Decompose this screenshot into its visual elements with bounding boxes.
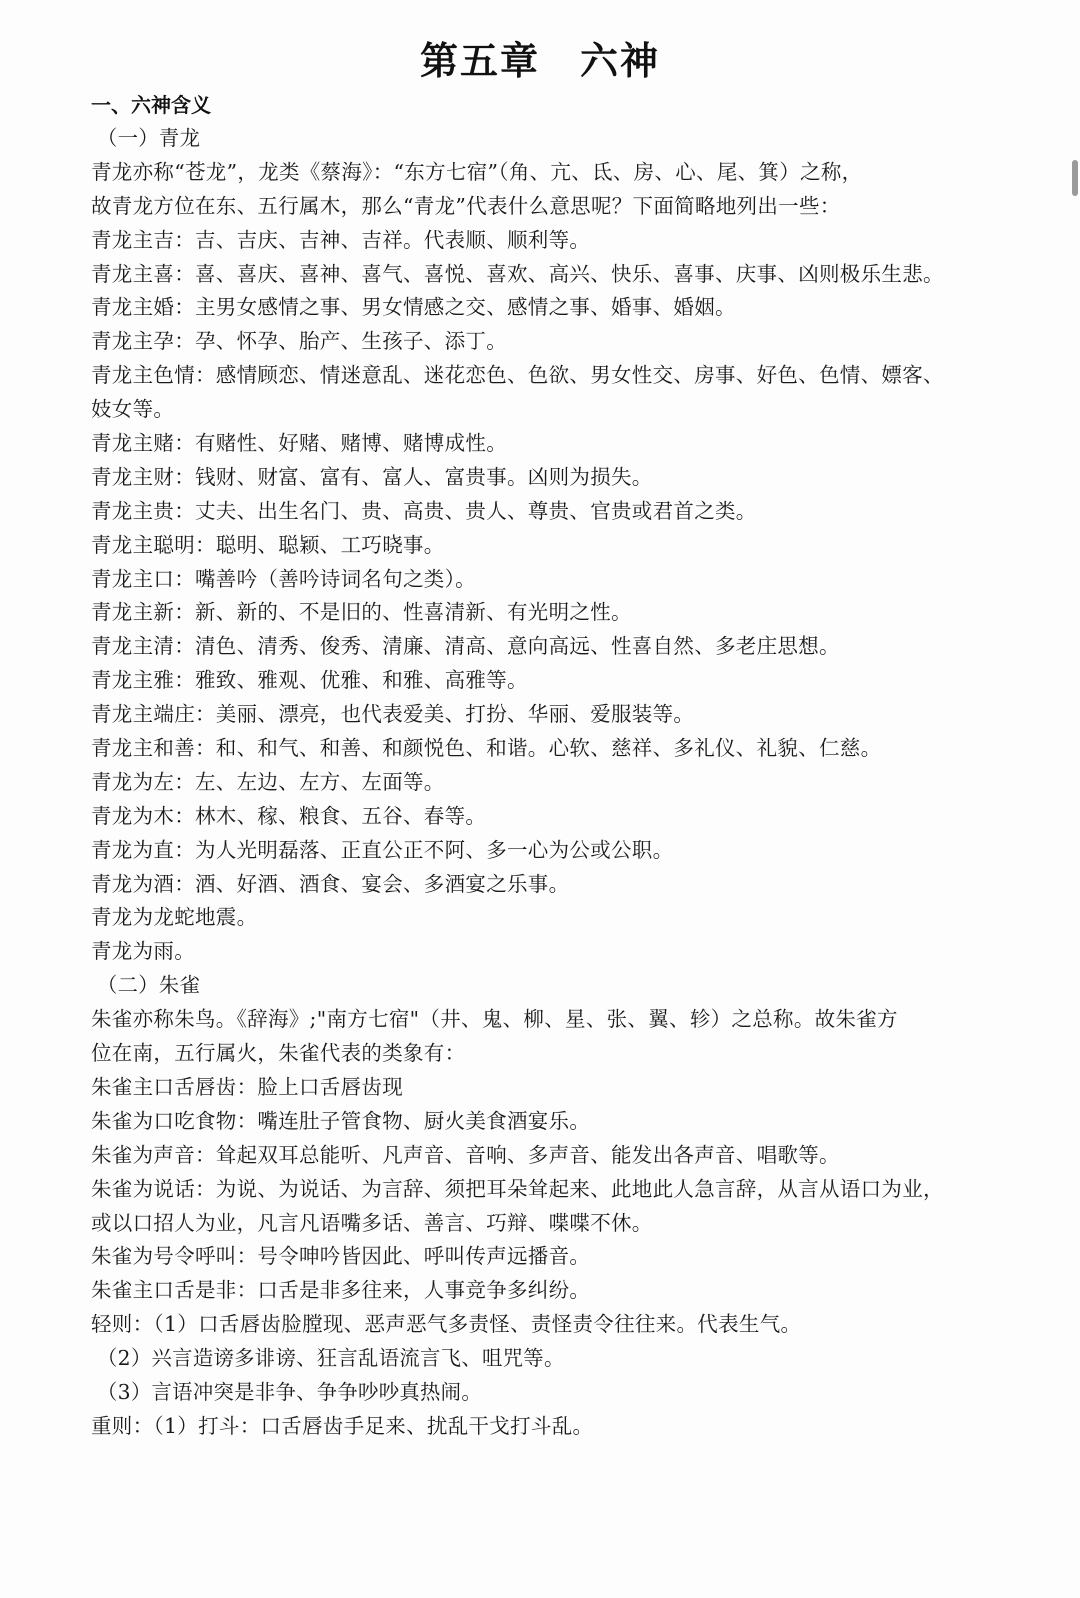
chapter-title: 第五章 六神 [419,39,660,83]
text-line: 青龙为木：林木、稼、粮食、五谷、春等。 [91,803,487,828]
text-line: 青龙主聪明：聪明、聪颖、工巧晓事。 [91,532,445,557]
text-line: 青龙主贵：丈夫、出生名门、贵、高贵、贵人、尊贵、官贵或君首之类。 [91,498,757,523]
text-line: 青龙亦称“苍龙”，龙类《蔡海》：“东方七宿”（角、亢、氐、房、心、尾、箕）之称， [91,159,863,184]
text-line: 朱雀主口舌唇齿：脸上口舌唇齿现 [91,1074,403,1099]
text-line: 青龙主财：钱财、财富、富有、富人、富贵事。凶则为损失。 [91,464,653,489]
text-line: 朱雀主口舌是非：口舌是非多往来，人事竞争多纠纷。 [91,1278,591,1303]
text-line: 朱雀为号令呼叫：号令呻吟皆因此、呼叫传声远播音。 [91,1244,591,1269]
text-line: 妓女等。 [91,397,175,422]
text-line: 朱雀亦称朱鸟。《辞海》;"南方七宿"（井、鬼、柳、星、张、翼、轸）之总称。故朱雀方 [91,1007,898,1032]
text-line: 位在南，五行属火，朱雀代表的类象有： [91,1041,466,1066]
text-line: 故青龙方位在东、五行属木，那么“青龙”代表什么意思呢？下面简略地列出一些： [91,193,841,218]
document-body [91,88,996,1444]
text-line: 青龙主婚：主男女感情之事、男女情感之交、感情之事、婚事、婚姻。 [91,295,736,320]
subsection-heading: （2）兴言造谤多诽谤、狂言乱语流言飞、咀咒等。 [96,1346,565,1371]
text-line: 青龙为龙蛇地震。 [91,905,258,930]
text-line: 青龙主口：嘴善吟（善吟诗词名句之类）。 [91,566,476,591]
text-line: 青龙主清：清色、清秀、俊秀、清廉、清高、意向高远、性喜自然、多老庄思想。 [91,634,840,659]
text-line: 青龙主端庄：美丽、漂亮，也代表爱美、打扮、华丽、爱服装等。 [91,702,695,727]
text-line: 青龙为左：左、左边、左方、左面等。 [91,769,445,794]
scrollbar-thumb[interactable] [1072,160,1078,196]
subsection-heading: （3）言语冲突是非争、争争吵吵真热闹。 [96,1379,482,1404]
text-line: 青龙为酒：酒、好酒、酒食、宴会、多酒宴之乐事。 [91,871,570,896]
text-line: 青龙主孕：孕、怀孕、胎产、生孩子、添丁。 [91,329,507,354]
text-line: 朱雀为声音：耸起双耳总能听、凡声音、音响、多声音、能发出各声音、唱歌等。 [91,1142,840,1167]
text-lines [91,122,996,1444]
text-line: 青龙主吉：吉、吉庆、吉神、吉祥。代表顺、顺利等。 [91,227,591,252]
text-line: 青龙为雨。 [91,939,195,964]
subsection-heading: （一）青龙 [96,126,201,150]
text-line: 轻则：（1）口舌唇齿脸膛现、恶声恶气多责怪、责怪责令往往来。代表生气。 [91,1312,802,1337]
text-line: 朱雀为口吃食物：嘴连肚子管食物、厨火美食酒宴乐。 [91,1108,591,1133]
text-line: 青龙为直：为人光明磊落、正直公正不阿、多一心为公或公职。 [91,837,674,862]
text-line: 青龙主喜：喜、喜庆、喜神、喜气、喜悦、喜欢、高兴、快乐、喜事、庆事、凶则极乐生悲。 [91,261,944,286]
text-line: 青龙主赌：有赌性、好赌、赌博、赌博成性。 [91,431,507,456]
subsection-heading: （二）朱雀 [96,973,201,998]
text-line: 重则：（1）打斗：口舌唇齿手足来、扰乱干戈打斗乱。 [91,1413,594,1438]
text-line: 朱雀为说话：为说、为说话、为言辞、须把耳朵耸起来、此地此人急言辞，从言从语口为业， [91,1176,944,1201]
text-line: 青龙主色情：感情顾恋、情迷意乱、迷花恋色、色欲、男女性交、房事、好色、色情、嫖客、 [91,363,944,388]
text-line: 青龙主和善：和、和气、和善、和颜悦色、和谐。心软、慈祥、多礼仪、礼貌、仁慈。 [91,736,882,761]
text-line: 或以口招人为业，凡言凡语嘴多话、善言、巧辩、喋喋不休。 [91,1210,653,1235]
section-heading: 一、六神含义 [91,93,211,117]
text-line: 青龙主雅：雅致、雅观、优雅、和雅、高雅等。 [91,668,528,693]
text-line: 青龙主新：新、新的、不是旧的、性喜清新、有光明之性。 [91,600,632,625]
